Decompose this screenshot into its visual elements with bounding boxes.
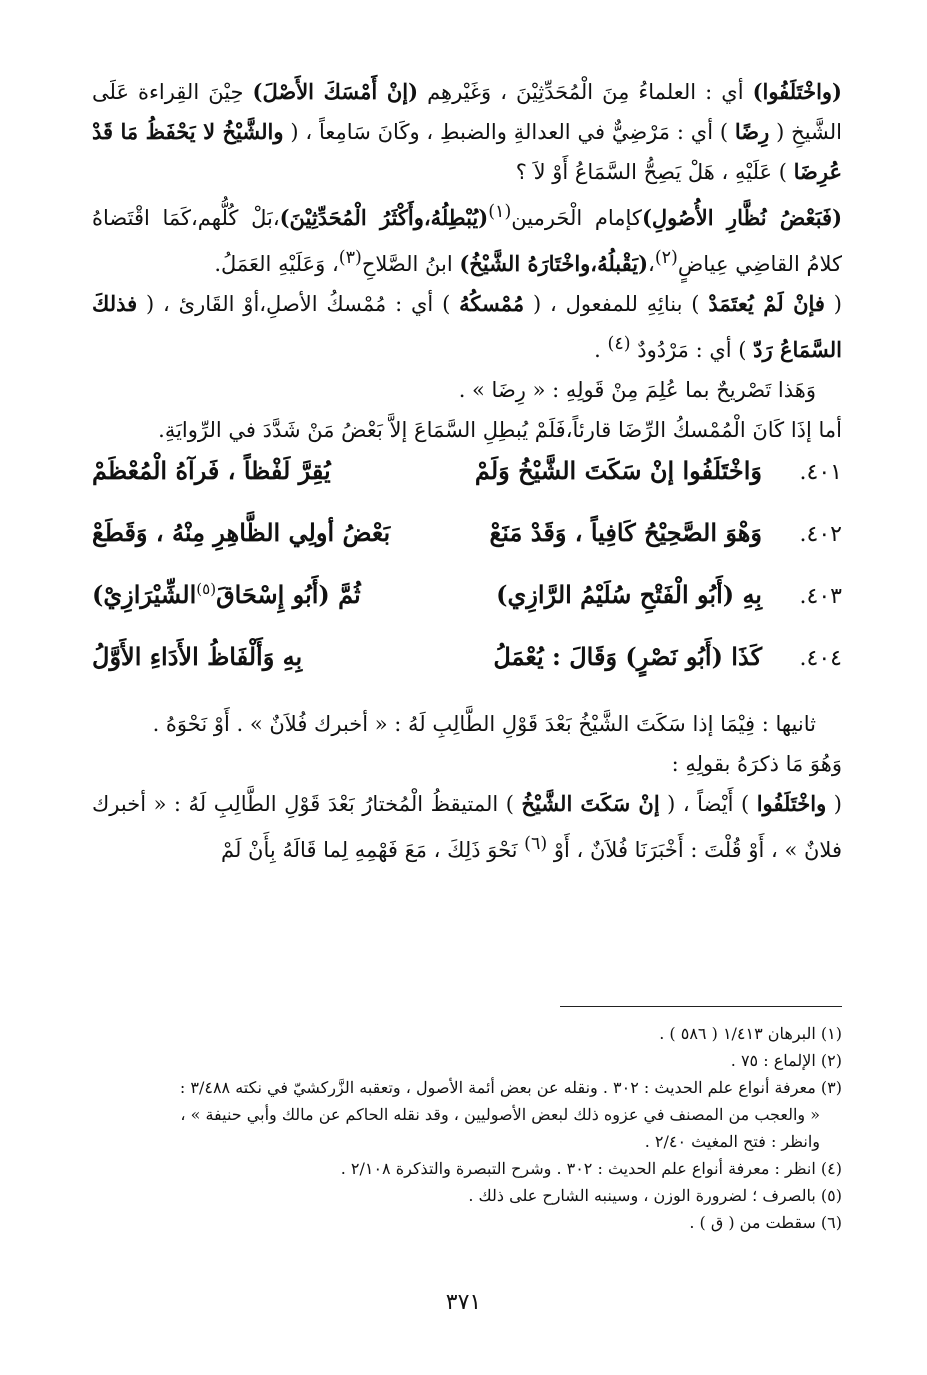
verse-hemistich-second: بَعْضُ أولِي الظَّاهِرِ مِنْهُ ، وَقَطَعْ bbox=[92, 518, 391, 547]
footnote-ref[interactable]: (٥) bbox=[196, 580, 217, 598]
footnote-3-continued: وانظر : فتح المغيث ٢/٤٠ . bbox=[644, 1132, 820, 1151]
paragraph-6: ثانيها : فِيْمَا إذا سَكَتَ الشَّيْخُ بَعْدَ قَوْلِ الطَّالِبِ لَهُ : « أخبرك فُلاَنٌ » . أَوْ نَحْوَهُ . bbox=[152, 712, 816, 736]
paragraph-1 bbox=[92, 72, 842, 192]
verse-number: ٤٠٣. bbox=[799, 584, 842, 609]
text-span: ) بنائِهِ للمفعول ، ( bbox=[524, 292, 709, 316]
text-span: ، وَعَلَيْهِ العَمَلُ. bbox=[214, 252, 339, 276]
verse-hemistich-second bbox=[92, 580, 432, 609]
footnote-ref[interactable]: (٦) bbox=[524, 834, 548, 854]
verse-number: ٤٠٤. bbox=[799, 646, 842, 671]
paragraph-4: وَهَذا تَصْريحٌ بما عُلِمَ مِنْ قَولِهِ : « رِضَا » . bbox=[458, 378, 816, 402]
paragraph-7: وَهُوَ مَا ذكرَهُ بقولِهِ : bbox=[671, 752, 842, 776]
text-span: ) أي : مُمْسكُ الأصلِ،أوْ القَارئ ، ( bbox=[137, 292, 460, 316]
verse-hemistich-first: وَاخْتَلَفُوا إنْ سَكَتَ الشَّيْخُ وَلَمْ bbox=[474, 456, 762, 485]
paragraph-5: أما إذَا كَانَ الْمُمْسكُ الرِّضَا قارئاً،فَلَمْ يُبطِلِ السَّمَاعَ إلاَّ بَعْضُ مَنْ شَدَّدَ في الرِّوايَةِ. bbox=[158, 418, 842, 442]
footnote-4: (٤) انظر : معرفة أنواع علم الحديث : ٣٠٢ . وشرح التبصرة والتذكرة ٢/١٠٨ . bbox=[340, 1159, 842, 1178]
text-span: ( bbox=[826, 792, 842, 816]
footnote-6: (٦) سقطت من ( ق ) . bbox=[689, 1213, 842, 1232]
text-span: الشِّيْرَازِيْ) bbox=[92, 580, 197, 609]
verse-401 bbox=[92, 456, 842, 518]
text-span: ) عَلَيْهِ ، هَلْ يَصِحُّ السَّمَاعُ أَوْ لاَ ؟ bbox=[515, 160, 794, 184]
footnote-ref[interactable]: (١) bbox=[488, 202, 512, 222]
footnote-ref[interactable]: (٢) bbox=[654, 248, 678, 268]
page-number: ٣٧١ bbox=[445, 1290, 482, 1315]
text-span: ) أَيْضاً ، ( bbox=[659, 792, 757, 816]
text-span: ابنُ الصَّلاحِ bbox=[361, 252, 460, 276]
footnote-3-continued: « والعجب من المصنف في عزوه ذلك لبعض الأصوليين ، وقد نقله الحاكم عن مالك وأبي حنيفة » ، bbox=[180, 1105, 820, 1124]
paragraph-2 bbox=[92, 192, 842, 284]
text-span: . bbox=[594, 338, 608, 362]
bold-text: واخْتَلَفُوا bbox=[756, 791, 827, 816]
verse-hemistich-second: يُقِرَّ لَفْظاً ، فَرآهُ الْمُعْظَمْ bbox=[92, 456, 331, 485]
bold-text: (إنْ أَمْسَكَ الأَصْلَ) bbox=[252, 79, 419, 104]
text-span: ،بَلْ كُلُّهم،كَمَا اقْتَضاهُ كلامُ القاضِي عِياضٍ bbox=[92, 206, 842, 276]
footnote-ref[interactable]: (٣) bbox=[338, 248, 362, 268]
bold-text: (واخْتَلَفُوا) bbox=[752, 79, 842, 104]
text-span: ثُمَّ (أَبُو إِسْحَاقَ bbox=[216, 580, 361, 609]
bold-text: (يَقْبلُهُ،واخْتَارَهُ الشَّيْخُ) bbox=[459, 251, 649, 276]
main-text bbox=[92, 72, 842, 870]
text-span: ( bbox=[824, 292, 842, 316]
bold-text: إنْ سَكَتَ الشَّيْخُ bbox=[521, 791, 660, 816]
verse-hemistich-first: كَذَا (أَبُو نَصْرٍ) وَقَالَ : يُعْمَلُ bbox=[493, 642, 762, 671]
bold-text: رِضًا bbox=[734, 119, 770, 144]
footnote-ref[interactable]: (٤) bbox=[607, 334, 631, 354]
bold-text: فذلكَ السَّمَاعُ رَدّ bbox=[92, 291, 842, 362]
verse-404 bbox=[92, 642, 842, 704]
verse-block bbox=[92, 456, 842, 704]
text-span: نَحْوَ ذَلِكَ ، مَعَ فَهْمِهِ لِما قَالَهُ بِأَنْ لَمْ bbox=[221, 838, 525, 862]
text-span: أي : العلماءُ مِنَ الْمُحَدِّثِيْنَ ، وَغَيْرهِم bbox=[418, 80, 753, 104]
verse-402 bbox=[92, 518, 842, 580]
footnote-separator bbox=[560, 1006, 842, 1007]
bold-text: فإنْ لَمْ يُعتَمَدْ bbox=[708, 291, 825, 316]
verse-hemistich-first: بِهِ (أَبُو الْفَتْحِ سُلَيْمُ الرَّازِي) bbox=[496, 580, 762, 609]
footnotes bbox=[92, 1020, 842, 1236]
verse-hemistich-second: بِهِ وَأَلْفَاظُ الأَدَاءِ الأَوَّلُ bbox=[92, 642, 303, 671]
text-span: حِيْنَ القِراءة عَلَى الشَّيخِ ( bbox=[92, 80, 843, 144]
text-span: ) المتيقظُ الْمُختارُ بَعْدَ قَوْلِ الطَّالِبِ لَهُ : « أخبرك فلانٌ » ، أَوْ قُلْتَ : أَخْبَرَنَا فُلاَنٌ ، أَوْ bbox=[92, 792, 842, 862]
bold-text: والشَّيْخُ لا يَحْفَظُ مَا قَدْ عُرِضَا bbox=[92, 119, 842, 184]
verse-number: ٤٠١. bbox=[799, 460, 842, 485]
verse-hemistich-first: وَهْوَ الصَّحِيْحُ كَافِياً ، وَقَدْ مَنَعْ bbox=[489, 518, 762, 547]
text-span: كإمام الْحَرمين bbox=[511, 206, 642, 230]
footnote-3: (٣) معرفة أنواع علم الحديث : ٣٠٢ . ونقله عن بعض أئمة الأصول ، وتعقبه الزَّركشيّ في نكته ٣/٤٨٨ : bbox=[179, 1078, 842, 1097]
verse-403 bbox=[92, 580, 842, 642]
bold-text: (فَبَعْضُ نُظَّارِ الأُصُولِ) bbox=[641, 205, 843, 230]
verse-number: ٤٠٢. bbox=[799, 522, 842, 547]
bold-text: (يُبْطِلُهُ،وأَكْثَرُ الْمُحَدِّثِيْنَ) bbox=[279, 205, 489, 230]
text-span: ) أي : مَرْضِيٌّ في العدالةِ والضبطِ ، وكَانَ سَامِعاً ، ( bbox=[283, 120, 735, 144]
footnote-1: (١) البرهان ١/٤١٣ ( ٥٨٦ ) . bbox=[659, 1024, 842, 1043]
text-span: ، bbox=[648, 252, 655, 276]
footnote-2: (٢) الإلماع : ٧٥ . bbox=[730, 1051, 842, 1070]
footnote-5: (٥) بالصرف ؛ لضرورة الوزن ، وسينبه الشارح على ذلك . bbox=[468, 1186, 842, 1205]
bold-text: مُمْسكُهُ bbox=[459, 291, 525, 316]
paragraph-3 bbox=[92, 284, 842, 370]
text-span: ) أي : مَرْدُودٌ bbox=[630, 338, 754, 362]
paragraph-8 bbox=[92, 784, 842, 870]
